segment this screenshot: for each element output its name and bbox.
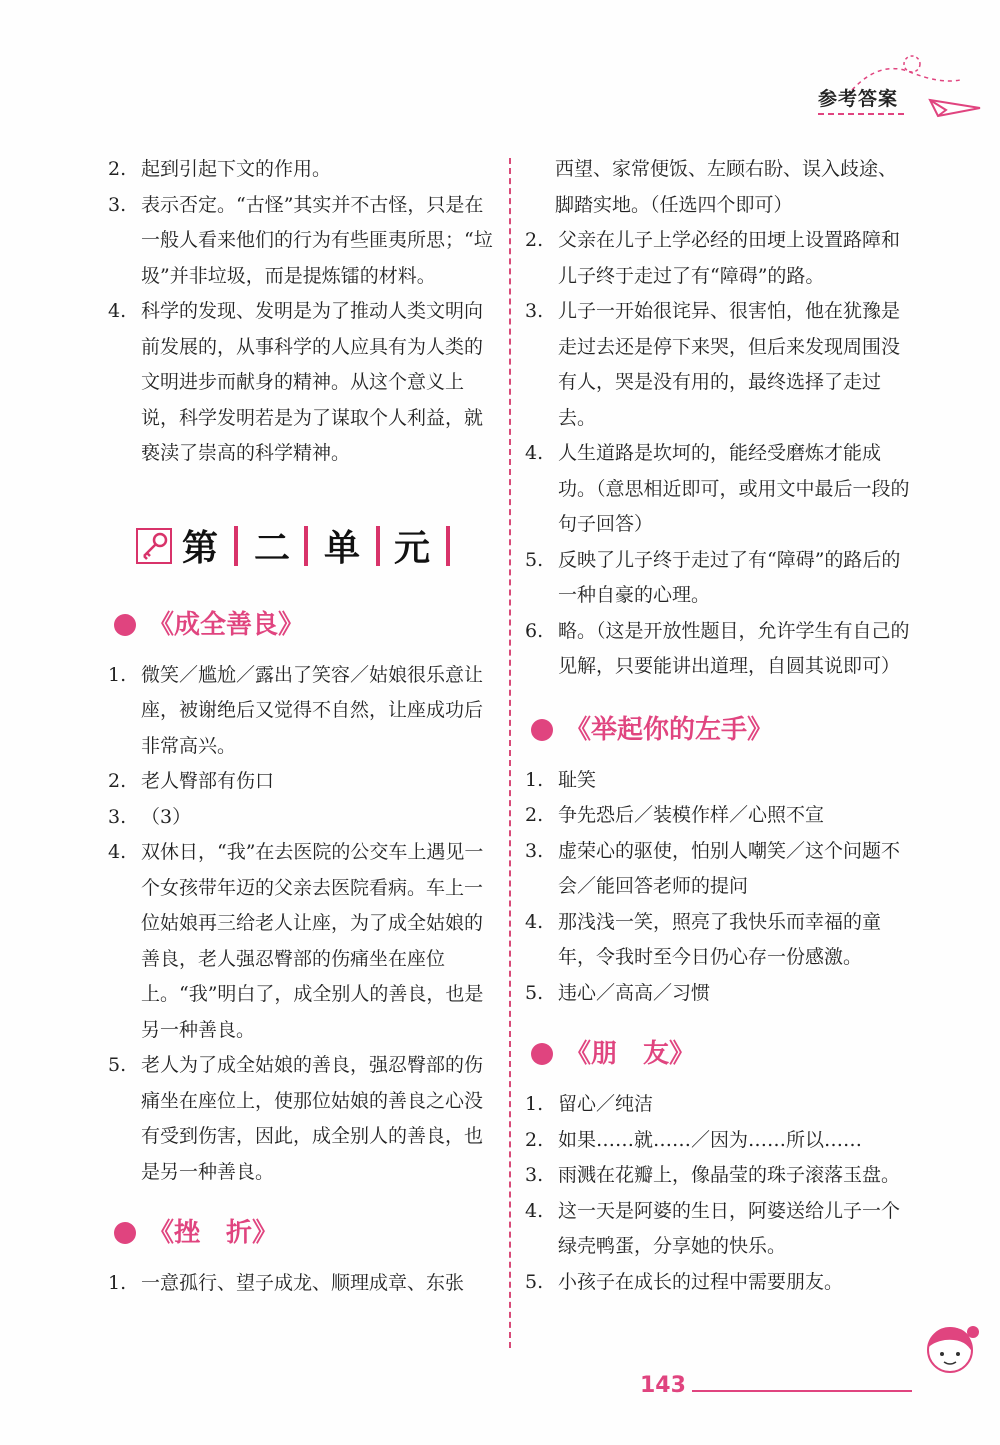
item-number: 2. <box>525 1128 544 1151</box>
item-text: 小孩子在成长的过程中需要朋友。 <box>558 1270 844 1293</box>
answer-item <box>525 614 910 685</box>
answer-item <box>108 294 493 472</box>
section-title-text: 《举起你的左手》 <box>565 714 774 745</box>
answer-item <box>525 798 910 834</box>
answer-item <box>525 223 910 294</box>
answer-item <box>525 1158 910 1194</box>
item-number: 3. <box>525 839 544 862</box>
key-icon <box>136 528 172 564</box>
item-text: 老人臀部有伤口 <box>141 770 275 792</box>
unit-title-divider <box>234 526 238 566</box>
unit-banner <box>136 506 493 588</box>
footer-line <box>692 1390 912 1392</box>
answer-item <box>108 764 493 800</box>
header-underline <box>818 113 904 115</box>
item-number: 5. <box>108 1054 127 1076</box>
item-text: 如果……就……／因为……所以…… <box>558 1128 863 1151</box>
answer-item <box>108 658 493 765</box>
answer-item <box>108 1048 493 1190</box>
item-number: 3. <box>525 1164 544 1186</box>
answer-item <box>108 1266 493 1302</box>
item-text: （3） <box>141 805 192 828</box>
unit-title-divider <box>376 526 380 566</box>
item-text: 一意孤行、望子成龙、顺理成章、东张 <box>141 1272 465 1294</box>
item-text: 儿子一开始很诧异、很害怕，他在犹豫是走过去还是停下来哭，但后来发现周围没有人，哭是没有用的，最终选择了走过去。 <box>558 300 901 429</box>
section-title <box>108 604 493 650</box>
answer-item <box>525 976 910 1012</box>
page-number: 143 <box>640 1373 686 1398</box>
unit-title-char: 单 <box>324 526 361 569</box>
item-number: 4. <box>525 910 544 933</box>
answer-item <box>108 152 493 188</box>
answer-item <box>525 436 910 543</box>
bullet-dot-icon <box>531 719 553 741</box>
item-text: 争先恐后／装模作样／心照不宣 <box>558 804 825 826</box>
item-text: 老人为了成全姑娘的善良，强忍臀部的伤痛坐在座位上，使那位姑娘的善良之心没有受到伤害，因此，成全别人的善良，也是另一种善良。 <box>141 1054 484 1183</box>
section-title-text: 《成全善良》 <box>148 609 305 640</box>
item-number: 2. <box>525 804 544 826</box>
item-number: 3. <box>108 193 127 216</box>
item-text: 双休日，“我”在去医院的公交车上遇见一个女孩带年迈的父亲去医院看病。车上一位姑娘再三给老人让座，为了成全姑娘的善良，老人强忍臀部的伤痛坐在座位上。“我”明白了，成全别人的善良，也是另一种善良。 <box>141 841 484 1041</box>
item-number: 1. <box>108 663 127 686</box>
section-title <box>525 1033 910 1079</box>
item-text: 起到引起下文的作用。 <box>141 158 332 180</box>
continuation-text: 西望、家常便饭、左顾右盼、误入歧途、脚踏实地。（任选四个即可） <box>555 158 898 216</box>
item-text: 雨溅在花瓣上，像晶莹的珠子滚落玉盘。 <box>558 1164 901 1186</box>
item-text: 父亲在儿子上学必经的田埂上设置路障和儿子终于走过了有“障碍”的路。 <box>558 229 901 287</box>
section-title-text: 《挫 折》 <box>148 1218 279 1248</box>
bullet-dot-icon <box>531 1043 553 1065</box>
item-text: 虚荣心的驱使，怕别人嘲笑／这个问题不会／能回答老师的提问 <box>558 839 901 897</box>
item-number: 4. <box>108 300 127 322</box>
answer-item <box>108 800 493 836</box>
item-text: 表示否定。“古怪”其实并不古怪，只是在一般人看来他们的行为有些匪夷所思；“垃圾”并非垃圾，而是提炼镭的材料。 <box>141 193 493 287</box>
item-text: 略。（这是开放性题目，允许学生有自己的见解，只要能讲出道理，自圆其说即可） <box>558 619 910 677</box>
item-number: 5. <box>525 981 544 1004</box>
item-text: 人生道路是坎坷的，能经受磨炼才能成功。（意思相近即可，或用文中最后一段的句子回答） <box>558 442 910 535</box>
item-text: 科学的发现、发明是为了推动人类文明向前发展的，从事科学的人应具有为人类的文明进步而献身的精神。从这个意义上说，科学发明若是为了谋取个人利益，就亵渎了崇高的科学精神。 <box>141 300 484 464</box>
unit-title-divider <box>446 526 450 566</box>
item-number: 2. <box>525 229 544 251</box>
item-text: 留心／纯洁 <box>558 1093 654 1115</box>
answer-item <box>525 905 910 976</box>
left-column <box>108 152 493 1302</box>
item-number: 1. <box>108 1272 127 1294</box>
answer-item <box>525 1265 910 1301</box>
section-title-text: 《朋 友》 <box>565 1039 696 1069</box>
item-number: 4. <box>525 442 544 464</box>
item-text: 微笑／尴尬／露出了笑容／姑娘很乐意让座，被谢绝后又觉得不自然，让座成功后非常高兴。 <box>141 663 484 757</box>
item-number: 2. <box>108 158 127 180</box>
girl-mascot-icon <box>915 1318 985 1388</box>
item-text: 违心／高高／习惯 <box>558 981 711 1004</box>
answer-item <box>525 294 910 436</box>
item-number: 3. <box>525 300 544 322</box>
answer-item <box>525 763 910 799</box>
item-text: 反映了儿子终于走过了有“障碍”的路后的一种自豪的心理。 <box>558 548 901 606</box>
right-column <box>525 152 910 1300</box>
unit-title-char: 元 <box>394 526 431 569</box>
item-number: 4. <box>525 1199 544 1222</box>
answer-item <box>525 1194 910 1265</box>
item-number: 2. <box>108 770 127 792</box>
section-title <box>525 709 910 755</box>
item-number: 3. <box>108 805 127 828</box>
bullet-dot-icon <box>114 614 136 636</box>
item-number: 5. <box>525 548 544 571</box>
answer-item <box>108 188 493 295</box>
answer-item <box>525 543 910 614</box>
item-number: 1. <box>525 1093 544 1115</box>
answer-item <box>525 1087 910 1123</box>
item-text: 这一天是阿婆的生日，阿婆送给儿子一个绿壳鸭蛋，分享她的快乐。 <box>558 1199 901 1257</box>
unit-title-divider <box>304 526 308 566</box>
item-number: 1. <box>525 768 544 791</box>
item-text: 那浅浅一笑，照亮了我快乐而幸福的童年，令我时至今日仍心存一份感激。 <box>558 910 882 968</box>
item-number: 6. <box>525 619 544 642</box>
column-divider <box>509 158 511 1348</box>
section-title <box>108 1212 493 1258</box>
unit-title-char: 二 <box>254 526 291 569</box>
header-label: 参考答案 <box>818 88 899 110</box>
answer-item <box>108 835 493 1048</box>
item-number: 5. <box>525 1270 544 1293</box>
unit-title-char: 第 <box>182 526 219 569</box>
item-number: 4. <box>108 841 127 863</box>
answer-item <box>525 834 910 905</box>
bullet-dot-icon <box>114 1222 136 1244</box>
answer-item <box>525 1123 910 1159</box>
item-text: 耻笑 <box>558 768 597 791</box>
